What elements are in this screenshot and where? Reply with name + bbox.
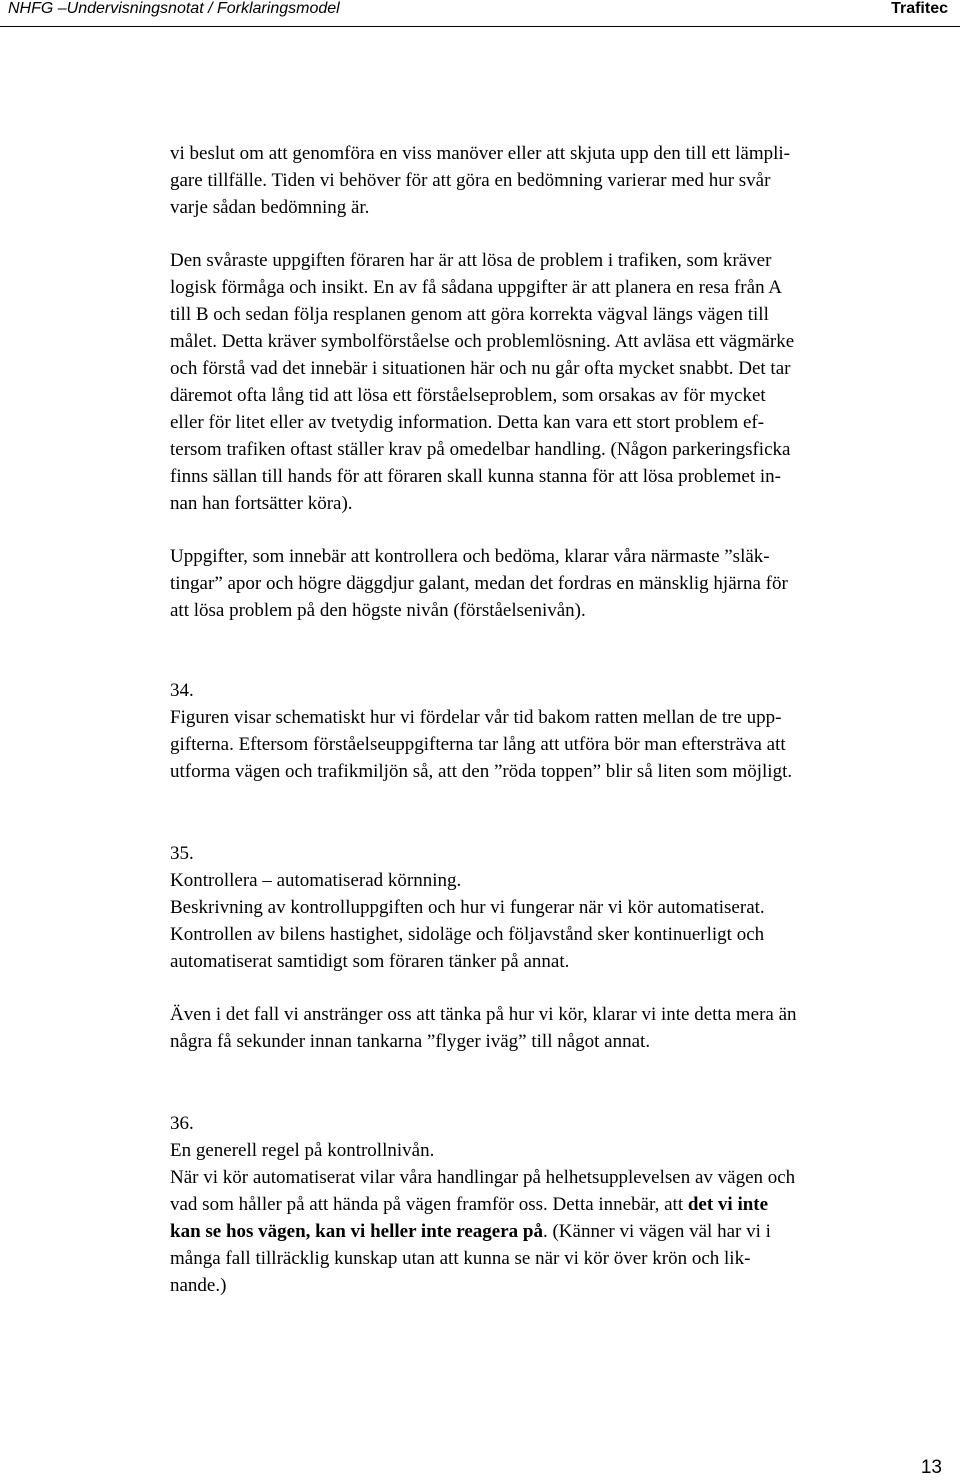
header-brand: Trafitec: [891, 0, 948, 17]
text-line: vi beslut om att genomföra en viss manöver eller att skjuta upp den till ett lämpli-: [170, 143, 790, 164]
text-line: logisk förmåga och insikt. En av få sådana uppgifter är att planera en resa från A: [170, 277, 782, 298]
text-line: Även i det fall vi anstränger oss att tänka på hur vi kör, klarar vi inte detta mera än: [170, 1004, 797, 1025]
page-header: [0, 0, 960, 27]
paragraph-3: [170, 543, 948, 624]
text-line-mixed: [170, 1218, 948, 1245]
text-line: En generell regel på kontrollnivån.: [170, 1140, 435, 1161]
text-line: varje sådan bedömning är.: [170, 197, 370, 218]
page-number: 13: [920, 1457, 942, 1478]
text-line: Beskrivning av kontrolluppgiften och hur vi fungerar när vi kör automatiserat.: [170, 897, 765, 918]
text-line: finns sällan till hands för att föraren skall kunna stanna för att lösa problemet in-: [170, 466, 781, 487]
text-line: Figuren visar schematiskt hur vi fördelar vår tid bakom ratten mellan de tre upp-: [170, 707, 782, 728]
section-number: 36.: [170, 1113, 194, 1134]
text-line: Den svåraste uppgiften föraren har är att lösa de problem i trafiken, som kräver: [170, 250, 772, 271]
text-line: att lösa problem på den högste nivån (förståelsenivån).: [170, 600, 586, 621]
text-line: gifterna. Eftersom förståelseuppgifterna tar lång att utföra bör man eftersträva att: [170, 734, 786, 755]
text-line: tersom trafiken oftast ställer krav på omedelbar handling. (Någon parkeringsficka: [170, 439, 791, 460]
text-line: utforma vägen och trafikmiljön så, att den ”röda toppen” blir så liten som möjligt.: [170, 761, 793, 782]
text-line: nan han fortsätter köra).: [170, 493, 353, 514]
text-run: vad som håller på att hända på vägen framför oss. Detta innebär, att: [170, 1194, 688, 1215]
text-line: och förstå vad det innebär i situationen här och nu går ofta mycket snabbt. Det tar: [170, 358, 791, 379]
text-line: många fall tillräcklig kunskap utan att kunna se när vi kör över krön och lik-: [170, 1248, 751, 1269]
section-34: [170, 677, 948, 785]
text-line: Kontrollera – automatiserad körnning.: [170, 870, 462, 891]
section-number: 35.: [170, 843, 194, 864]
text-line: nande.): [170, 1275, 227, 1296]
document-body: [170, 140, 948, 1299]
text-line: När vi kör automatiserat vilar våra handlingar på helhetsupplevelsen av vägen och: [170, 1167, 796, 1188]
text-line: däremot ofta lång tid att lösa ett förståelseproblem, som orsakas av för mycket: [170, 385, 766, 406]
text-run: . (Känner vi vägen väl har vi i: [542, 1221, 771, 1242]
section-number: 34.: [170, 680, 194, 701]
section-35: [170, 840, 948, 1055]
text-line: tingar” apor och högre däggdjur galant, medan det fordras en mänsklig hjärna för: [170, 573, 788, 594]
text-line: några få sekunder innan tankarna ”flyger iväg” till något annat.: [170, 1031, 651, 1052]
text-line: Kontrollen av bilens hastighet, sidoläge och följavstånd sker kontinuerligt och: [170, 924, 765, 945]
text-line: målet. Detta kräver symbolförståelse och problemlösning. Att avläsa ett vägmärke: [170, 331, 795, 352]
paragraph-1: [170, 140, 948, 221]
header-title: NHFG –Undervisningsnotat / Forklaringsmodel: [8, 0, 340, 17]
text-line: till B och sedan följa resplanen genom att göra korrekta vägval längs vägen till: [170, 304, 769, 325]
text-line: automatiserat samtidigt som föraren tänker på annat.: [170, 951, 570, 972]
text-line: eller för litet eller av tvetydig information. Detta kan vara ett stort problem ef-: [170, 412, 765, 433]
bold-text: kan se hos vägen, kan vi heller inte reagera på: [170, 1221, 543, 1242]
paragraph-2: [170, 247, 948, 517]
text-line: gare tillfälle. Tiden vi behöver för att göra en bedömning varierar med hur svår: [170, 170, 771, 191]
text-line-mixed: [170, 1191, 948, 1218]
section-36: [170, 1110, 948, 1299]
bold-text: det vi inte: [687, 1194, 769, 1215]
text-line: Uppgifter, som innebär att kontrollera och bedöma, klarar våra närmaste ”släk-: [170, 546, 770, 567]
